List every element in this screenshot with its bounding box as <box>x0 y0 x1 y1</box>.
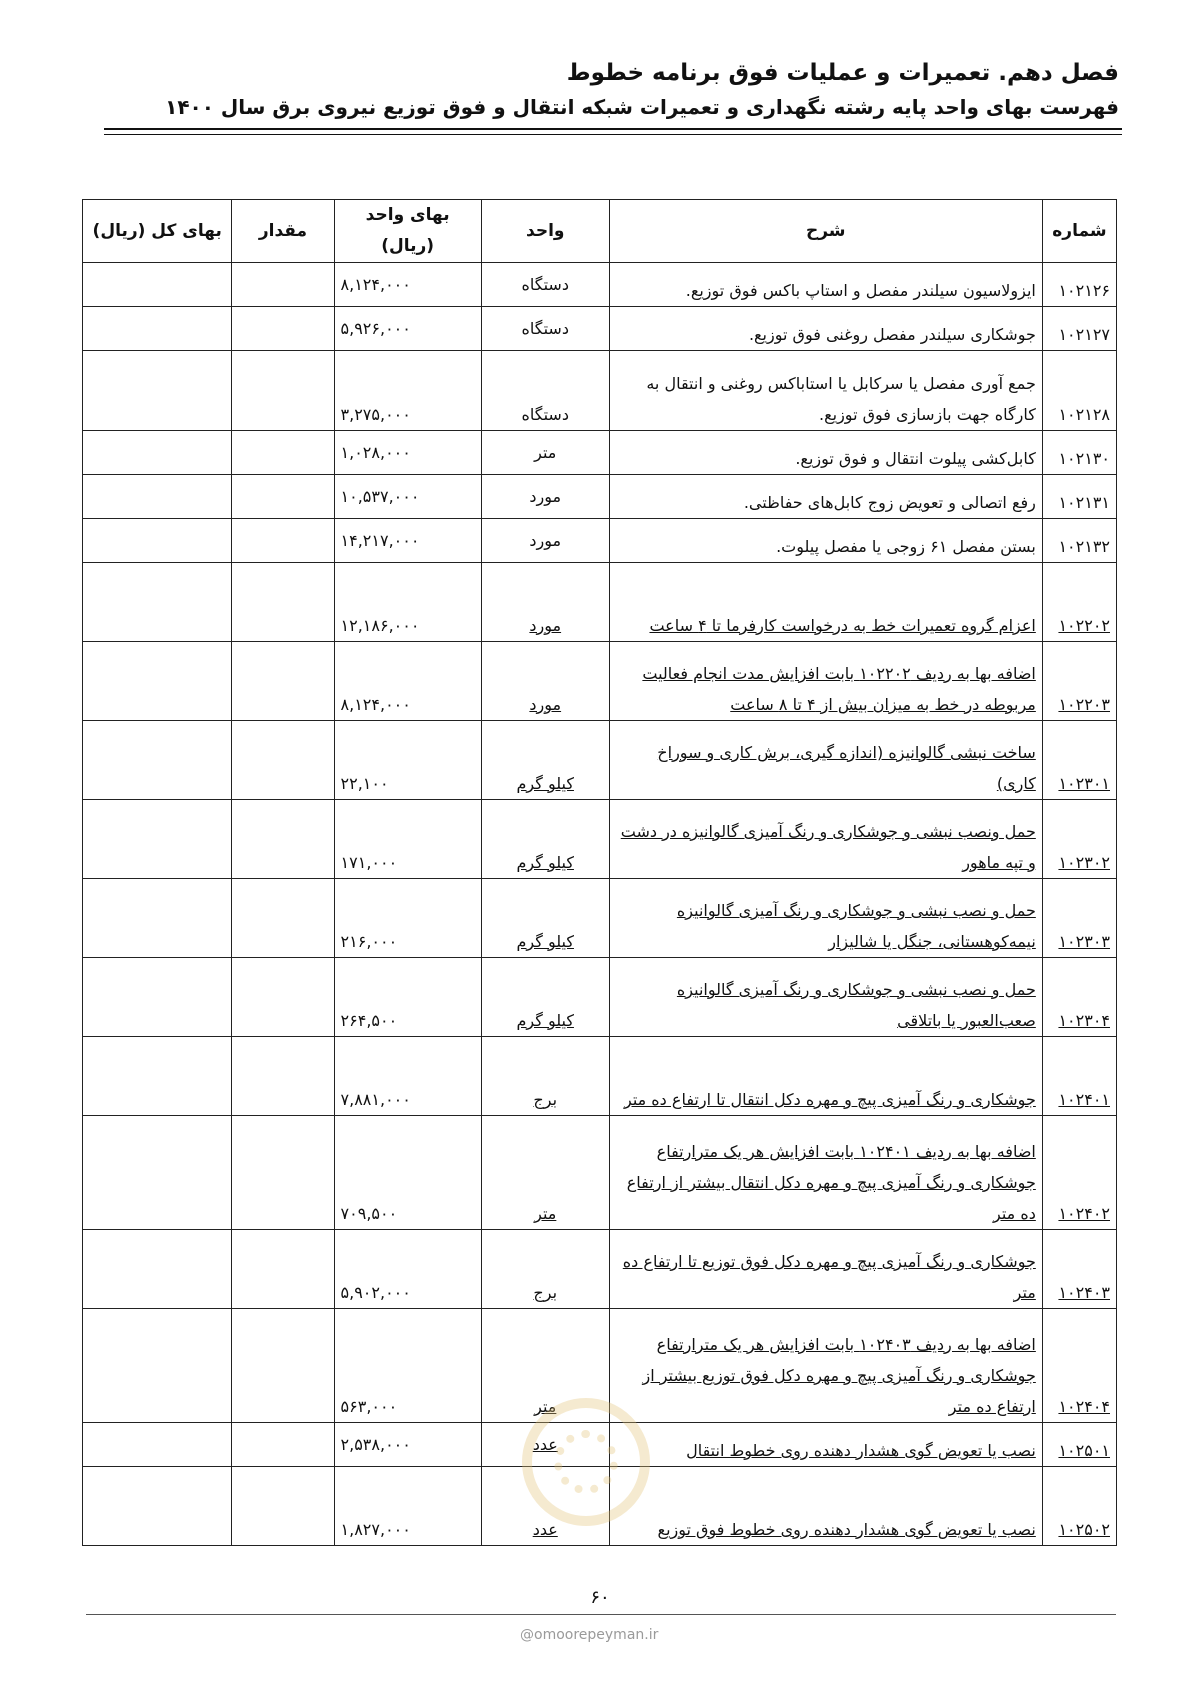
website-watermark: @omoorepeyman.ir <box>520 1627 659 1643</box>
table-row <box>83 958 1117 1037</box>
item-number: ۱۰۲۱۳۰ <box>1042 431 1116 475</box>
item-unit: کیلو گرم <box>481 800 609 879</box>
item-number: ۱۰۲۴۰۲ <box>1042 1116 1116 1230</box>
item-number: ۱۰۲۳۰۳ <box>1042 879 1116 958</box>
item-description: حمل و نصب نبشی و جوشکاری و رنگ آمیزی گالوانیزه نیمه‌کوهستانی، جنگل یا شالیزار <box>609 879 1042 958</box>
item-unit: مورد <box>481 563 609 642</box>
item-description: جوشکاری و رنگ آمیزی پیچ و مهره دکل فوق توزیع تا ارتفاع ده متر <box>609 1230 1042 1309</box>
item-unit: متر <box>481 1309 609 1423</box>
item-number: ۱۰۲۱۲۷ <box>1042 307 1116 351</box>
item-unit: مورد <box>481 475 609 519</box>
item-number: ۱۰۲۲۰۲ <box>1042 563 1116 642</box>
item-unit: دستگاه <box>481 307 609 351</box>
item-total-price <box>83 721 232 800</box>
item-number: ۱۰۲۴۰۳ <box>1042 1230 1116 1309</box>
item-description: نصب یا تعویض گوی هشدار دهنده روی خطوط فوق توزیع <box>609 1467 1042 1546</box>
item-unit-price: ۱۲,۱۸۶,۰۰۰ <box>334 563 481 642</box>
item-quantity <box>232 879 334 958</box>
item-unit-price: ۱,۰۲۸,۰۰۰ <box>334 431 481 475</box>
item-quantity <box>232 1467 334 1546</box>
item-number: ۱۰۲۵۰۱ <box>1042 1423 1116 1467</box>
item-quantity <box>232 642 334 721</box>
footer-rule <box>86 1614 1116 1615</box>
item-description: اضافه بها به ردیف ۱۰۲۴۰۱ بابت افزایش هر یک مترارتفاع جوشکاری و رنگ آمیزی پیچ و مهره دکل انتقال بیشتر از ارتفاع ده متر <box>609 1116 1042 1230</box>
column-header-description: شرح <box>609 200 1042 263</box>
item-number: ۱۰۲۱۳۲ <box>1042 519 1116 563</box>
table-row <box>83 431 1117 475</box>
gear-icon <box>554 1430 618 1494</box>
item-unit: کیلو گرم <box>481 958 609 1037</box>
item-unit: عدد <box>481 1467 609 1546</box>
item-total-price <box>83 1309 232 1423</box>
item-description: اضافه بها به ردیف ۱۰۲۴۰۳ بابت افزایش هر یک مترارتفاع جوشکاری و رنگ آمیزی پیچ و مهره دکل فوق توزیع بیشتر از ارتفاع ده متر <box>609 1309 1042 1423</box>
item-unit-price: ۷۰۹,۵۰۰ <box>334 1116 481 1230</box>
item-quantity <box>232 1037 334 1116</box>
item-quantity <box>232 475 334 519</box>
table-row <box>83 563 1117 642</box>
item-total-price <box>83 1116 232 1230</box>
table-row <box>83 1116 1117 1230</box>
item-description: حمل و نصب نبشی و جوشکاری و رنگ آمیزی گالوانیزه صعب‌العبور یا باتلاقی <box>609 958 1042 1037</box>
item-unit-price: ۷,۸۸۱,۰۰۰ <box>334 1037 481 1116</box>
item-description: نصب یا تعویض گوی هشدار دهنده روی خطوط انتقال <box>609 1423 1042 1467</box>
item-total-price <box>83 642 232 721</box>
table-row <box>83 475 1117 519</box>
item-unit: عدد <box>481 1423 609 1467</box>
column-header-number: شماره <box>1042 200 1116 263</box>
item-quantity <box>232 563 334 642</box>
item-total-price <box>83 351 232 431</box>
header-rule-thin <box>104 134 1122 135</box>
item-quantity <box>232 307 334 351</box>
item-unit-price: ۱۰,۵۳۷,۰۰۰ <box>334 475 481 519</box>
item-total-price <box>83 519 232 563</box>
item-unit-price: ۲,۵۳۸,۰۰۰ <box>334 1423 481 1467</box>
item-description: اضافه بها به ردیف ۱۰۲۲۰۲ بابت افزایش مدت انجام فعالیت مربوطه در خط به میزان بیش از ۴ تا ۸ ساعت <box>609 642 1042 721</box>
item-total-price <box>83 307 232 351</box>
item-unit-price: ۸,۱۲۴,۰۰۰ <box>334 642 481 721</box>
item-quantity <box>232 1309 334 1423</box>
item-unit: مورد <box>481 642 609 721</box>
item-unit: برج <box>481 1037 609 1116</box>
item-unit: برج <box>481 1230 609 1309</box>
item-description: حمل ونصب نبشی و جوشکاری و رنگ آمیزی گالوانیزه در دشت و تپه ماهور <box>609 800 1042 879</box>
table-row <box>83 800 1117 879</box>
publisher-seal-watermark <box>522 1398 650 1526</box>
item-number: ۱۰۲۱۲۶ <box>1042 263 1116 307</box>
item-description: رفع اتصالی و تعویض زوج کابل‌های حفاظتی. <box>609 475 1042 519</box>
item-total-price <box>83 475 232 519</box>
item-unit-price: ۲۱۶,۰۰۰ <box>334 879 481 958</box>
item-description: ساخت نبشی گالوانیزه (اندازه گیری، برش کاری و سوراخ کاری) <box>609 721 1042 800</box>
item-number: ۱۰۲۲۰۳ <box>1042 642 1116 721</box>
item-quantity <box>232 958 334 1037</box>
item-description: کابل‌کشی پیلوت انتقال و فوق توزیع. <box>609 431 1042 475</box>
column-header-unit: واحد <box>481 200 609 263</box>
item-number: ۱۰۲۴۰۱ <box>1042 1037 1116 1116</box>
item-unit: کیلو گرم <box>481 879 609 958</box>
item-description: جوشکاری سیلندر مفصل روغنی فوق توزیع. <box>609 307 1042 351</box>
item-total-price <box>83 800 232 879</box>
item-unit-price: ۵۶۳,۰۰۰ <box>334 1309 481 1423</box>
item-total-price <box>83 879 232 958</box>
item-unit-price: ۱,۸۲۷,۰۰۰ <box>334 1467 481 1546</box>
price-list-title: فهرست بهای واحد پایه رشته نگهداری و تعمیرات شبکه انتقال و فوق توزیع نیروی برق سال ۱۴۰۰ <box>165 95 1119 119</box>
item-quantity <box>232 1423 334 1467</box>
item-description: اعزام گروه تعمیرات خط به درخواست کارفرما تا ۴ ساعت <box>609 563 1042 642</box>
table-row <box>83 263 1117 307</box>
header-rule-thick <box>104 128 1122 130</box>
item-unit-price: ۸,۱۲۴,۰۰۰ <box>334 263 481 307</box>
table-row <box>83 307 1117 351</box>
item-number: ۱۰۲۴۰۴ <box>1042 1309 1116 1423</box>
item-number: ۱۰۲۱۲۸ <box>1042 351 1116 431</box>
item-total-price <box>83 1230 232 1309</box>
item-description: بستن مفصل ۶۱ زوجی یا مفصل پیلوت. <box>609 519 1042 563</box>
column-header-unit-price: بهای واحد (ریال) <box>334 200 481 263</box>
page-number: ۶۰ <box>590 1587 610 1608</box>
item-quantity <box>232 721 334 800</box>
table-row <box>83 879 1117 958</box>
item-total-price <box>83 958 232 1037</box>
item-number: ۱۰۲۳۰۴ <box>1042 958 1116 1037</box>
item-total-price <box>83 263 232 307</box>
item-total-price <box>83 563 232 642</box>
item-quantity <box>232 519 334 563</box>
item-unit: کیلو گرم <box>481 721 609 800</box>
item-unit: متر <box>481 431 609 475</box>
item-quantity <box>232 263 334 307</box>
item-unit: متر <box>481 1116 609 1230</box>
item-unit-price: ۳,۲۷۵,۰۰۰ <box>334 351 481 431</box>
table-header-row <box>83 200 1117 263</box>
item-unit: دستگاه <box>481 351 609 431</box>
item-total-price <box>83 431 232 475</box>
page-header <box>106 56 1119 124</box>
item-number: ۱۰۲۳۰۲ <box>1042 800 1116 879</box>
table-row <box>83 351 1117 431</box>
column-header-total-price: بهای کل (ریال) <box>83 200 232 263</box>
table-row <box>83 1037 1117 1116</box>
item-unit: مورد <box>481 519 609 563</box>
table-row <box>83 519 1117 563</box>
item-unit-price: ۵,۹۲۶,۰۰۰ <box>334 307 481 351</box>
column-header-quantity: مقدار <box>232 200 334 263</box>
chapter-title: فصل دهم. تعمیرات و عملیات فوق برنامه خطوط <box>566 60 1119 86</box>
item-description: جوشکاری و رنگ آمیزی پیچ و مهره دکل انتقال تا ارتفاع ده متر <box>609 1037 1042 1116</box>
item-total-price <box>83 1423 232 1467</box>
item-unit-price: ۱۷۱,۰۰۰ <box>334 800 481 879</box>
item-quantity <box>232 431 334 475</box>
item-unit-price: ۲۶۴,۵۰۰ <box>334 958 481 1037</box>
item-total-price <box>83 1037 232 1116</box>
item-number: ۱۰۲۱۳۱ <box>1042 475 1116 519</box>
item-quantity <box>232 1230 334 1309</box>
item-unit-price: ۲۲,۱۰۰ <box>334 721 481 800</box>
item-unit: دستگاه <box>481 263 609 307</box>
item-total-price <box>83 1467 232 1546</box>
item-quantity <box>232 1116 334 1230</box>
table-row <box>83 1230 1117 1309</box>
item-quantity <box>232 351 334 431</box>
table-row <box>83 721 1117 800</box>
item-description: جمع آوری مفصل یا سرکابل یا استاباکس روغنی و انتقال به کارگاه جهت بازسازی فوق توزیع. <box>609 351 1042 431</box>
item-number: ۱۰۲۵۰۲ <box>1042 1467 1116 1546</box>
price-list-table <box>82 199 1117 1546</box>
table-row <box>83 642 1117 721</box>
item-description: ایزولاسیون سیلندر مفصل و استاپ باکس فوق توزیع. <box>609 263 1042 307</box>
item-unit-price: ۵,۹۰۲,۰۰۰ <box>334 1230 481 1309</box>
item-unit-price: ۱۴,۲۱۷,۰۰۰ <box>334 519 481 563</box>
item-number: ۱۰۲۳۰۱ <box>1042 721 1116 800</box>
item-quantity <box>232 800 334 879</box>
